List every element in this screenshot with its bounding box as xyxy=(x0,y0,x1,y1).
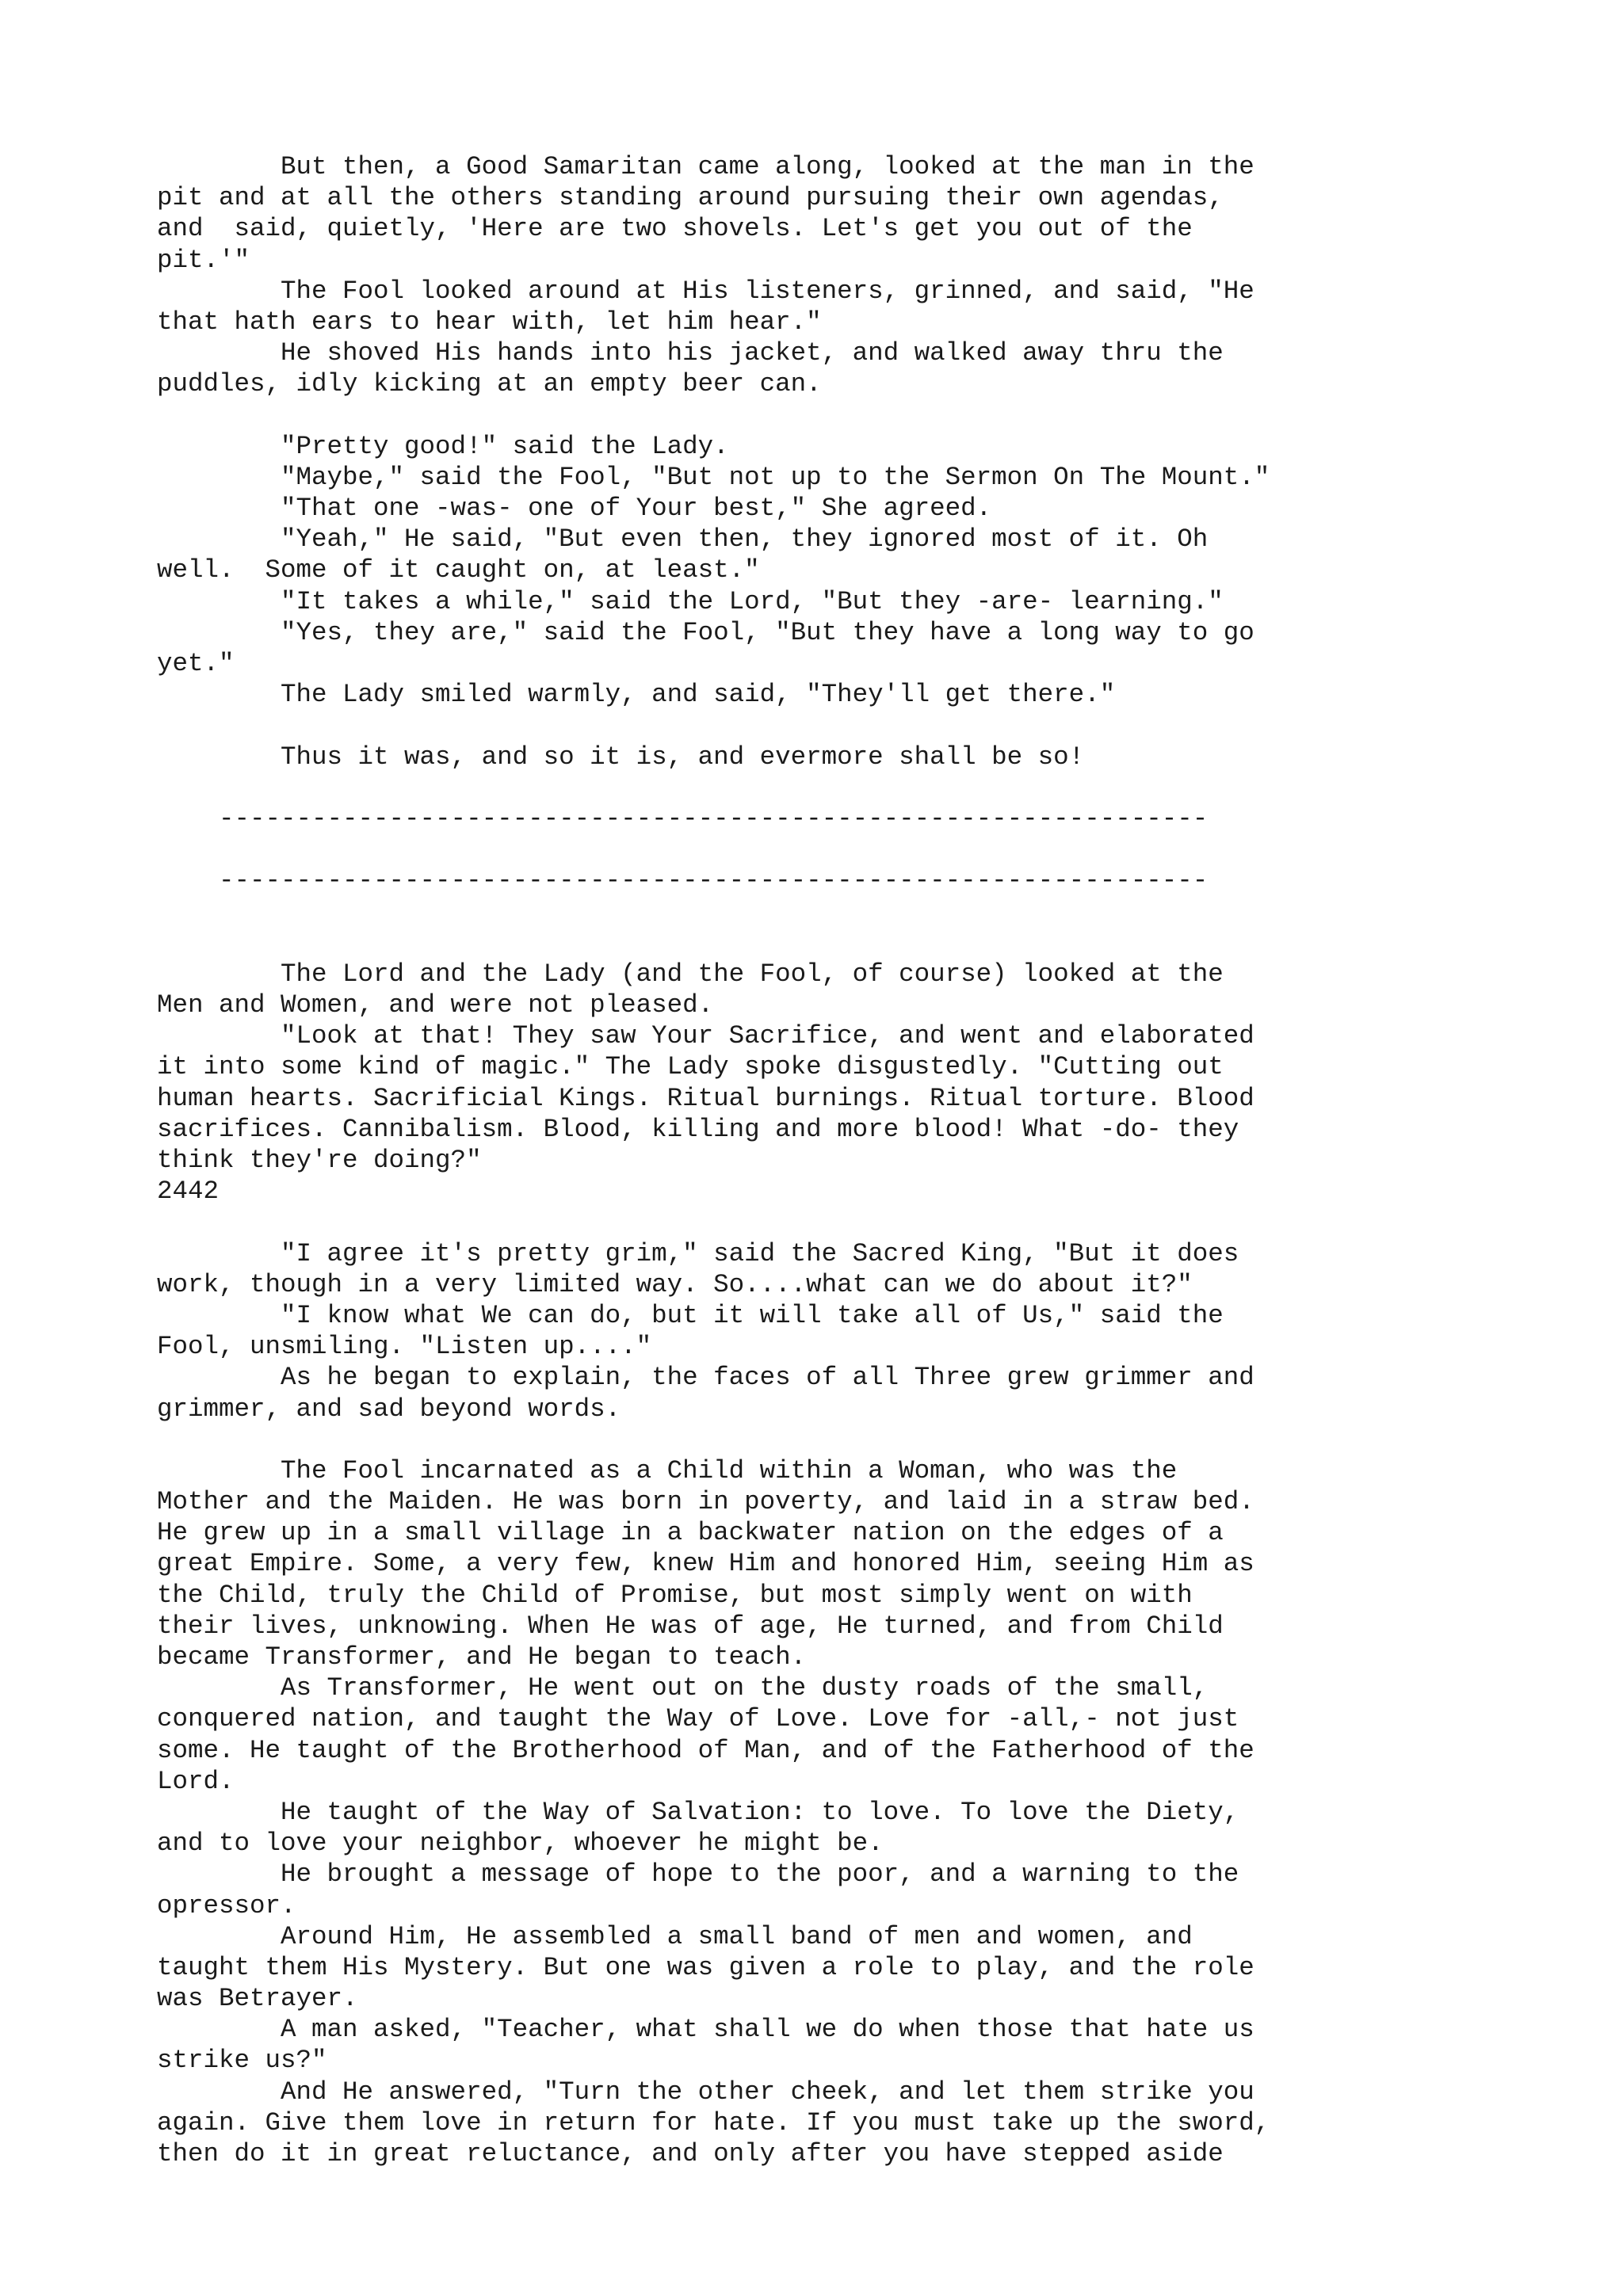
text-line: conquered nation, and taught the Way of Love. Love for -all,- not just xyxy=(157,1704,1239,1734)
text-line: and said, quietly, 'Here are two shovels. Let's get you out of the xyxy=(157,214,1193,244)
text-line: that hath ears to hear with, let him hear." xyxy=(157,307,822,337)
text-line: "I agree it's pretty grim," said the Sacred King, "But it does xyxy=(157,1238,1239,1268)
text-line: "Maybe," said the Fool, "But not up to the Sermon On The Mount." xyxy=(157,462,1270,492)
text-line: Men and Women, and were not pleased. xyxy=(157,990,714,1020)
text-line: work, though in a very limited way. So....what can we do about it?" xyxy=(157,1269,1193,1299)
text-line: then do it in great reluctance, and only after you have stepped aside xyxy=(157,2139,1224,2168)
text-line: ---------------------------------------------------------------- xyxy=(157,803,1209,833)
text-line: pit and at all the others standing around pursuing their own agendas, xyxy=(157,183,1224,213)
text-line xyxy=(157,400,1544,431)
text-line: "That one -was- one of Your best," She agreed. xyxy=(157,494,992,524)
text-line: "Pretty good!" said the Lady. xyxy=(157,431,729,461)
text-line: opressor. xyxy=(157,1890,296,1920)
text-line: He shoved His hands into his jacket, and walked away thru the xyxy=(157,338,1224,368)
text-line xyxy=(157,834,1544,865)
text-line: As he began to explain, the faces of all Three grew grimmer and xyxy=(157,1363,1254,1393)
text-line: The Lady smiled warmly, and said, "They'll get there." xyxy=(157,680,1116,710)
text-line: "I know what We can do, but it will take all of Us," said the xyxy=(157,1300,1224,1330)
text-line: The Lord and the Lady (and the Fool, of course) looked at the xyxy=(157,959,1224,989)
text-line: grimmer, and sad beyond words. xyxy=(157,1394,621,1424)
text-line: "Look at that! They saw Your Sacrifice, and went and elaborated xyxy=(157,1021,1254,1051)
text-line: it into some kind of magic." The Lady spoke disgustedly. "Cutting out xyxy=(157,1052,1224,1082)
document-page xyxy=(157,151,1544,2169)
text-line: As Transformer, He went out on the dusty roads of the small, xyxy=(157,1673,1209,1703)
text-line xyxy=(157,928,1544,959)
text-line: But then, a Good Samaritan came along, looked at the man in the xyxy=(157,152,1254,181)
text-line: puddles, idly kicking at an empty beer can. xyxy=(157,369,822,399)
text-line xyxy=(157,1207,1544,1238)
text-line: yet." xyxy=(157,649,235,678)
text-line: ---------------------------------------------------------------- xyxy=(157,866,1209,896)
text-line: He grew up in a small village in a backwater nation on the edges of a xyxy=(157,1518,1224,1548)
text-line: again. Give them love in return for hate. If you must take up the sword, xyxy=(157,2107,1270,2138)
text-line: Fool, unsmiling. "Listen up...." xyxy=(157,1332,652,1362)
text-line: Around Him, He assembled a small band of men and women, and xyxy=(157,1921,1193,1951)
text-line: was Betrayer. xyxy=(157,1984,358,2014)
text-line: "Yes, they are," said the Fool, "But they have a long way to go xyxy=(157,617,1254,647)
text-line: great Empire. Some, a very few, knew Him and honored Him, seeing Him as xyxy=(157,1549,1254,1579)
text-line: became Transformer, and He began to teach. xyxy=(157,1642,807,1672)
text-line: "Yeah," He said, "But even then, they ignored most of it. Oh xyxy=(157,524,1209,555)
text-line: taught them His Mystery. But one was given a role to play, and the role xyxy=(157,1952,1254,1982)
text-line xyxy=(157,897,1544,928)
text-line xyxy=(157,772,1544,803)
text-line: well. Some of it caught on, at least." xyxy=(157,555,760,585)
text-line: some. He taught of the Brotherhood of Man, and of the Fatherhood of the xyxy=(157,1735,1254,1765)
text-line: The Fool incarnated as a Child within a Woman, who was the xyxy=(157,1455,1178,1486)
text-line: their lives, unknowing. When He was of age, He turned, and from Child xyxy=(157,1611,1224,1641)
text-line: 2442 xyxy=(157,1177,220,1207)
text-line: He brought a message of hope to the poor, and a warning to the xyxy=(157,1859,1239,1890)
text-line: The Fool looked around at His listeners, grinned, and said, "He xyxy=(157,276,1254,306)
text-line: "It takes a while," said the Lord, "But they -are- learning." xyxy=(157,586,1224,616)
text-line: Mother and the Maiden. He was born in poverty, and laid in a straw bed. xyxy=(157,1487,1254,1517)
text-line xyxy=(157,1425,1544,1455)
text-line: He taught of the Way of Salvation: to love. To love the Diety, xyxy=(157,1797,1239,1827)
text-line: Thus it was, and so it is, and evermore shall be so! xyxy=(157,742,1085,772)
text-line: And He answered, "Turn the other cheek, and let them strike you xyxy=(157,2077,1254,2107)
text-line: and to love your neighbor, whoever he might be. xyxy=(157,1829,884,1859)
text-line: think they're doing?" xyxy=(157,1146,482,1175)
text-line: A man asked, "Teacher, what shall we do when those that hate us xyxy=(157,2015,1254,2045)
text-line: pit.'" xyxy=(157,245,250,275)
text-line: the Child, truly the Child of Promise, but most simply went on with xyxy=(157,1580,1193,1610)
text-line: human hearts. Sacrificial Kings. Ritual burnings. Ritual torture. Blood xyxy=(157,1083,1254,1113)
text-line: Lord. xyxy=(157,1766,235,1796)
text-line: sacrifices. Cannibalism. Blood, killing and more blood! What -do- they xyxy=(157,1114,1239,1144)
text-line: strike us?" xyxy=(157,2046,327,2076)
text-line xyxy=(157,710,1544,741)
